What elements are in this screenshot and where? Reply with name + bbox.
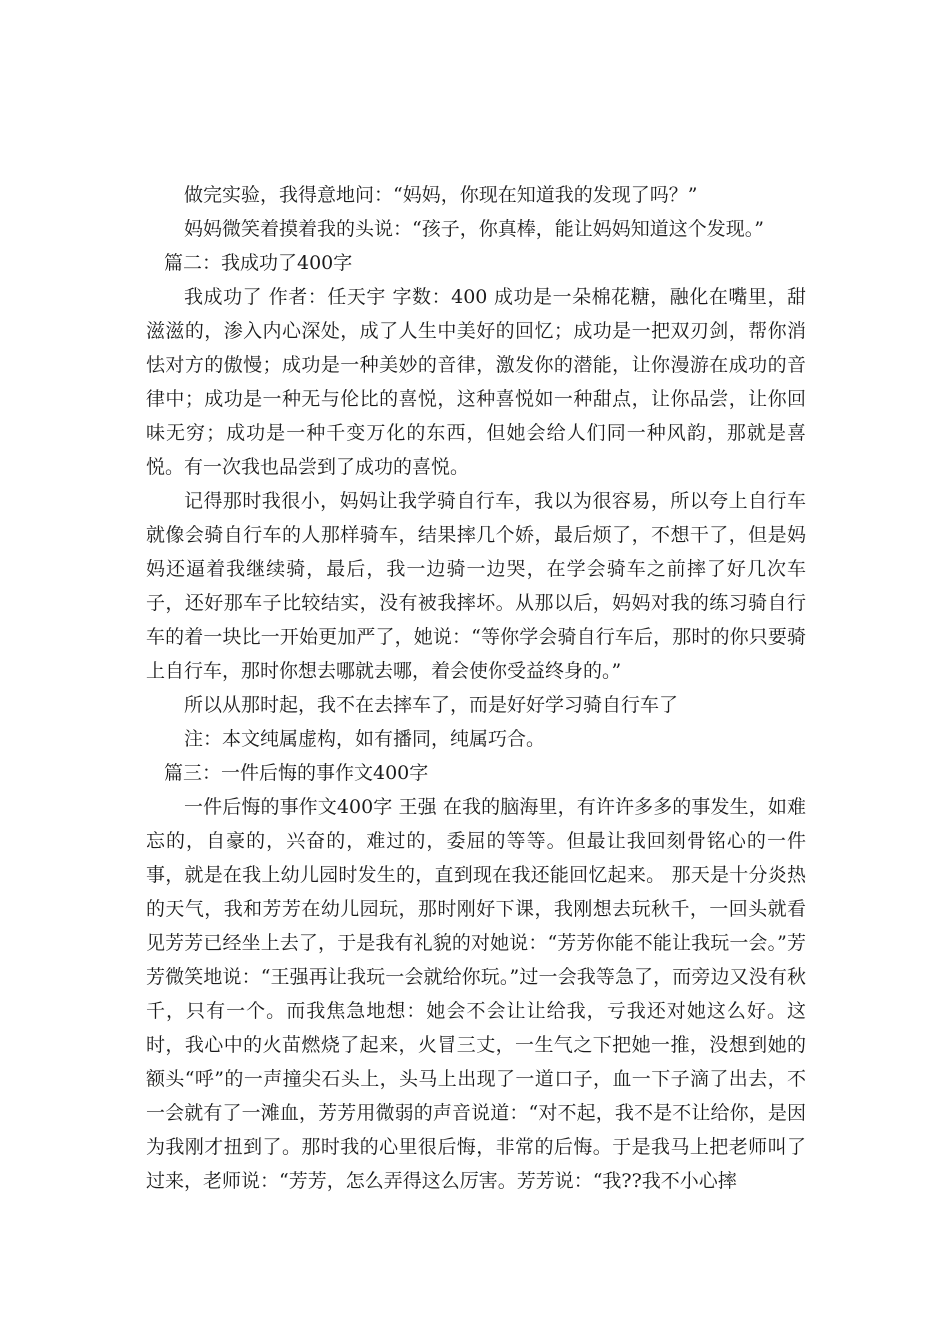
paragraph: 我成功了 作者：任天宇 字数：400 成功是一朵棉花糖，融化在嘴里，甜滋滋的，渗入内心深处，成了人生中美好的回忆；成功是一把双刃剑，帮你消怯对方的傲慢；成功是一种美妙的音律，激发你的潜能，让你漫游在成功的音律中；成功是一种无与伦比的喜悦，这种喜悦如一种甜点，让你品尝，让你回味无穷；成功是一种千变万化的东西，但她会给人们同一种风韵，那就是喜悦。有一次我也品尝到了成功的喜悦。 xyxy=(146,286,806,478)
section-heading: 篇三：一件后悔的事作文400字 xyxy=(164,762,429,784)
paragraph: 做完实验，我得意地问：“妈妈，你现在知道我的发现了吗？” xyxy=(184,184,698,206)
paragraph: 所以从那时起，我不在去摔车了，而是好好学习骑自行车了 xyxy=(184,694,679,716)
document-body xyxy=(146,178,806,1198)
paragraph: 记得那时我很小，妈妈让我学骑自行车，我以为很容易，所以夸上自行车就像会骑自行车的人那样骑车，结果摔几个娇，最后烦了，不想干了，但是妈妈还逼着我继续骑，最后，我一边骑一边哭，在学会骑车之前摔了好几次车子，还好那车子比较结实，没有被我摔坏。从那以后，妈妈对我的练习骑自行车的着一块比一开始更加严了，她说：“等你学会骑自行车后，那时的你只要骑上自行车，那时你想去哪就去哪，着会使你受益终身的。” xyxy=(146,490,806,682)
section-heading: 篇二：我成功了400字 xyxy=(164,252,353,274)
paragraph: 注：本文纯属虚构，如有播同，纯属巧合。 xyxy=(184,728,546,750)
paragraph: 一件后悔的事作文400字 王强 在我的脑海里，有许许多多的事发生，如难忘的，自豪的，兴奋的，难过的，委屈的等等。但最让我回刻骨铭心的一件事，就是在我上幼儿园时发生的，直到现在我还能回忆起来。 那天是十分炎热的天气，我和芳芳在幼儿园玩，那时刚好下课，我刚想去玩秋千，一回头就看见芳芳已经坐上去了，于是我有礼貌的对她说：“芳芳你能不能让我玩一会。”芳芳微笑地说：“王强再让我玩一会就给你玩。”过一会我等急了，而旁边又没有秋千，只有一个。而我焦急地想：她会不会让让给我，亏我还对她这么好。这时，我心中的火苗燃烧了起来，火冒三丈，一生气之下把她一推，没想到她的额头“呼”的一声撞尖石头上，头马上出现了一道口子，血一下子滴了出去，不一会就有了一滩血，芳芳用微弱的声音说道：“对不起，我不是不让给你，是因为我刚才扭到了。那时我的心里很后悔，非常的后悔。于是我马上把老师叫了过来，老师说：“芳芳，怎么弄得这么厉害。芳芳说：“我??我不小心摔 xyxy=(146,796,806,1192)
paragraph: 妈妈微笑着摸着我的头说：“孩子，你真棒，能让妈妈知道这个发现。” xyxy=(184,218,764,240)
